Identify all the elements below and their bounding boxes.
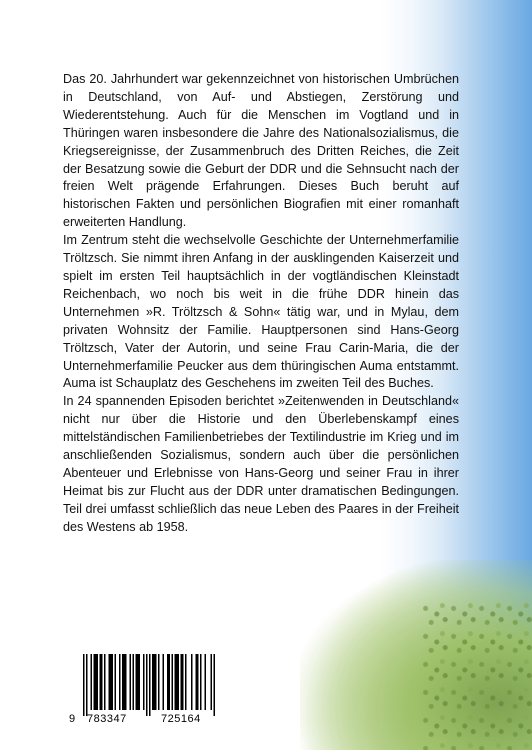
barcode-bar	[158, 654, 160, 710]
barcode-bar	[185, 654, 187, 710]
barcode-bar	[119, 654, 121, 710]
meadow-texture	[420, 600, 532, 750]
blurb-text	[63, 71, 459, 537]
barcode-bar	[196, 654, 199, 710]
barcode-bar	[172, 654, 174, 710]
barcode-bar	[214, 654, 216, 716]
barcode-bar	[181, 654, 184, 710]
barcode-bar	[191, 654, 193, 710]
barcode-bar	[130, 654, 132, 710]
barcode-bar	[133, 654, 135, 710]
barcode-bar	[91, 654, 93, 710]
blurb-paragraph-1: Das 20. Jahrhundert war gekennzeichnet von historischen Umbrüchen in Deutschland, von Auf- und Abstiegen, Zerstörung und Wiederentstehung. Auch für die Menschen im Vogtland und in Thüringen waren insbesondere die Jahre des Nationalsozialismus, die Kriegsereignisse, der Zusammenbruch des Dritten Reiches, die Zeit der Besatzung sowie die Geburt der DDR und die Sehnsucht nach der freien Welt prägende Erfahrungen. Dieses Buch beruht auf historischen Fakten und persönlichen Biografien mit einer romanhaft erweiterten Handlung.	[63, 72, 459, 230]
barcode-bar	[163, 654, 165, 710]
barcode-bar	[136, 654, 141, 710]
barcode-bar	[152, 654, 157, 710]
barcode-bar	[205, 654, 207, 710]
barcode-bar	[83, 654, 85, 716]
barcode-bar	[149, 654, 151, 716]
barcode-digit-first: 9	[69, 713, 76, 725]
blurb-paragraph-3: In 24 spannenden Episoden berichtet »Zeitenwenden in Deutschland« nicht nur über die Historie und den Überlebenskampf eines mittelständischen Familienbetriebes der Textilindustrie im Krieg und im anschließenden Sozialismus, sondern auch über die persönlichen Abenteuer und Erlebnisse von Hans-Georg und seiner Frau in ihrer Heimat bis zur Flucht aus der DDR unter dramatischen Bedingungen. Teil drei umfasst schließlich das neue Leben des Paares in der Freiheit des Westens ab 1958.	[63, 394, 459, 534]
barcode-bars	[77, 654, 233, 718]
barcode-bar	[200, 654, 202, 710]
barcode-bar	[211, 654, 213, 710]
barcode-digits-right: 725164	[161, 713, 201, 725]
barcode-bar	[94, 654, 99, 710]
barcode-bar	[115, 654, 117, 710]
barcode-bar	[143, 654, 145, 710]
barcode-bar	[167, 654, 170, 710]
barcode-bar	[175, 654, 180, 710]
barcode-bar	[122, 654, 127, 710]
blurb-paragraph-2: Im Zentrum steht die wechselvolle Geschichte der Unternehmerfamilie Tröltzsch. Sie nimmt ihren Anfang in der ausklingenden Kaiserzeit und spielt im ersten Teil hauptsächlich in der vogtländischen Kleinstadt Reichenbach, wo noch bis weit in die frühe DDR hinein das Unternehmen »R. Tröltzsch & Sohn« tätig war, und in Mylau, dem privaten Wohnsitz der Familie. Hauptpersonen sind Hans-Georg Tröltzsch, Vater der Autorin, und seine Frau Carin-Maria, die der Unternehmerfamilie Peucker aus dem thüringischen Auma entstammt. Auma ist Schauplatz des Geschehens im zweiten Teil des Buches.	[63, 233, 459, 391]
barcode-digits-left: 783347	[87, 713, 127, 725]
barcode-bar	[104, 654, 106, 710]
isbn-barcode	[69, 650, 239, 730]
barcode-bar	[109, 654, 114, 710]
barcode-bar	[86, 654, 88, 716]
barcode-bar	[100, 654, 103, 710]
barcode-bar	[146, 654, 148, 716]
